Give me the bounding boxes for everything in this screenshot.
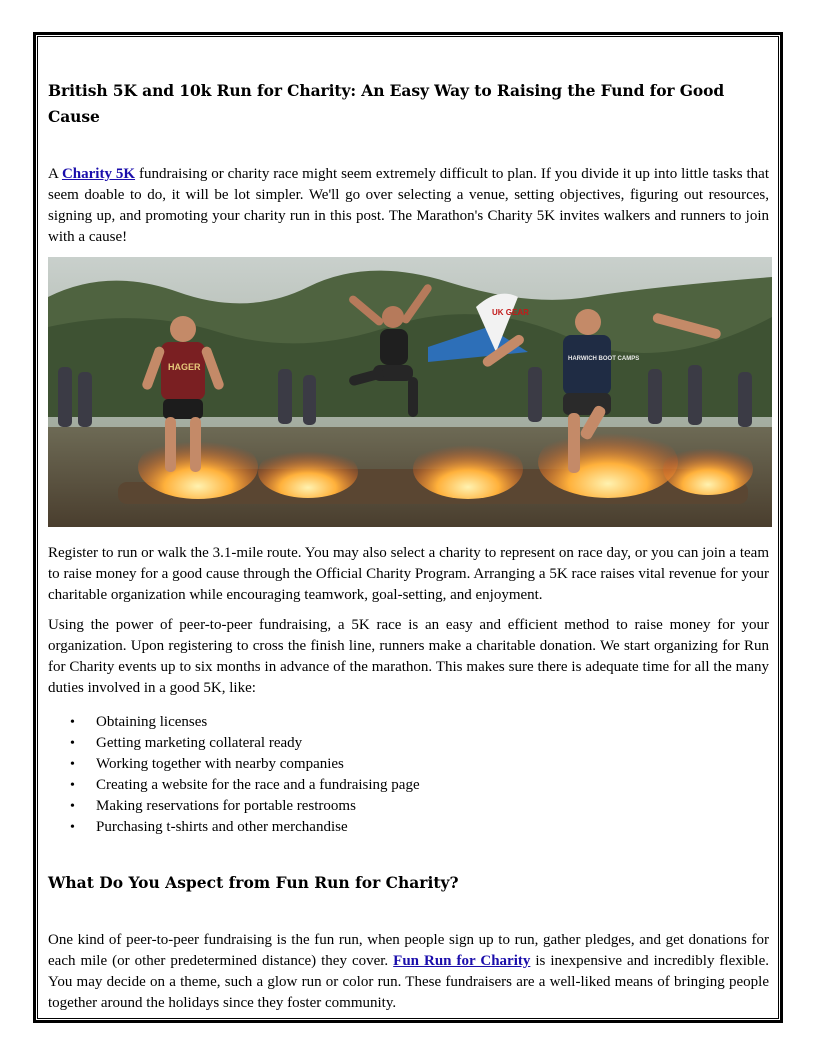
paragraph-peer-fundraising: Using the power of peer-to-peer fundraising, a 5K race is an easy and efficient method to raise money for your organization. Upon registering to cross the finish line, runners make a charitable donation. We start organizing for Run for Charity events up to six months in advance of the marathon. This makes sure there is adequate time for all the many duties involved in a good 5K, like: <box>48 617 769 696</box>
bullet-icon: • <box>70 799 75 814</box>
bullet-icon: • <box>70 778 75 793</box>
intro-paragraph <box>48 164 769 248</box>
intro-suffix: fundraising or charity race might seem extremely difficult to plan. If you divide it up into little tasks that seem doable to do, it will be lot simpler. We'll go over selecting a venue, setting objectives, figuring out resources, signing up, and promoting your charity run in this post. The Marathon's Charity 5K invites walkers and runners to join with a cause! <box>48 166 769 245</box>
bullet-icon: • <box>70 736 75 751</box>
photo-banner-text: UK GEAR <box>492 308 529 317</box>
list-item-label: Obtaining licenses <box>96 714 208 730</box>
race-photo <box>48 257 772 527</box>
duties-list <box>48 712 769 838</box>
list-item <box>48 775 769 796</box>
list-item-label: Purchasing t-shirts and other merchandise <box>96 819 348 835</box>
article-title: British 5K and 10k Run for Charity: An Easy Way to Raising the Fund for Good Cause <box>48 81 725 126</box>
paragraph-fun-run <box>48 930 769 1014</box>
charity-5k-link[interactable]: Charity 5K <box>61 166 136 182</box>
list-item-label: Creating a website for the race and a fundraising page <box>96 777 420 793</box>
list-item <box>48 733 769 754</box>
paragraph-register: Register to run or walk the 3.1-mile route. You may also select a charity to represent on race day, or you can join a team to raise money for a good cause through the Official Charity Program. Arranging a 5K race raises vital revenue for your charitable organization while encouraging teamwork, goal-setting, and enjoyment. <box>48 545 769 603</box>
list-item-label: Working together with nearby companies <box>96 756 344 772</box>
list-item <box>48 712 769 733</box>
fun-run-prefix: One kind of peer-to-peer fundraising is the fun run, when people sign up to run, gather pledges, and get donations for each mile (or other predetermined distance) they cover. <box>48 932 769 969</box>
section-heading: What Do You Aspect from Fun Run for Charity? <box>48 873 459 892</box>
intro-prefix: A <box>48 166 62 182</box>
list-item <box>48 817 769 838</box>
bullet-icon: • <box>70 715 75 730</box>
list-item-label: Making reservations for portable restrooms <box>96 798 356 814</box>
fun-run-link[interactable]: Fun Run for Charity <box>393 953 531 969</box>
fun-run-suffix: is inexpensive and incredibly flexible. You may decide on a theme, such a glow run or color run. These fundraisers are a well-liked means of bringing people together around the holidays since they foster community. <box>48 953 769 1011</box>
photo-shirt-left-text: HAGER <box>168 362 201 372</box>
list-item-label: Getting marketing collateral ready <box>96 735 303 751</box>
list-item <box>48 754 769 775</box>
article <box>48 78 769 1014</box>
list-item <box>48 796 769 817</box>
photo-shirt-right-text: HARWICH BOOT CAMPS <box>568 356 640 362</box>
bullet-icon: • <box>70 820 75 835</box>
bullet-icon: • <box>70 757 75 772</box>
